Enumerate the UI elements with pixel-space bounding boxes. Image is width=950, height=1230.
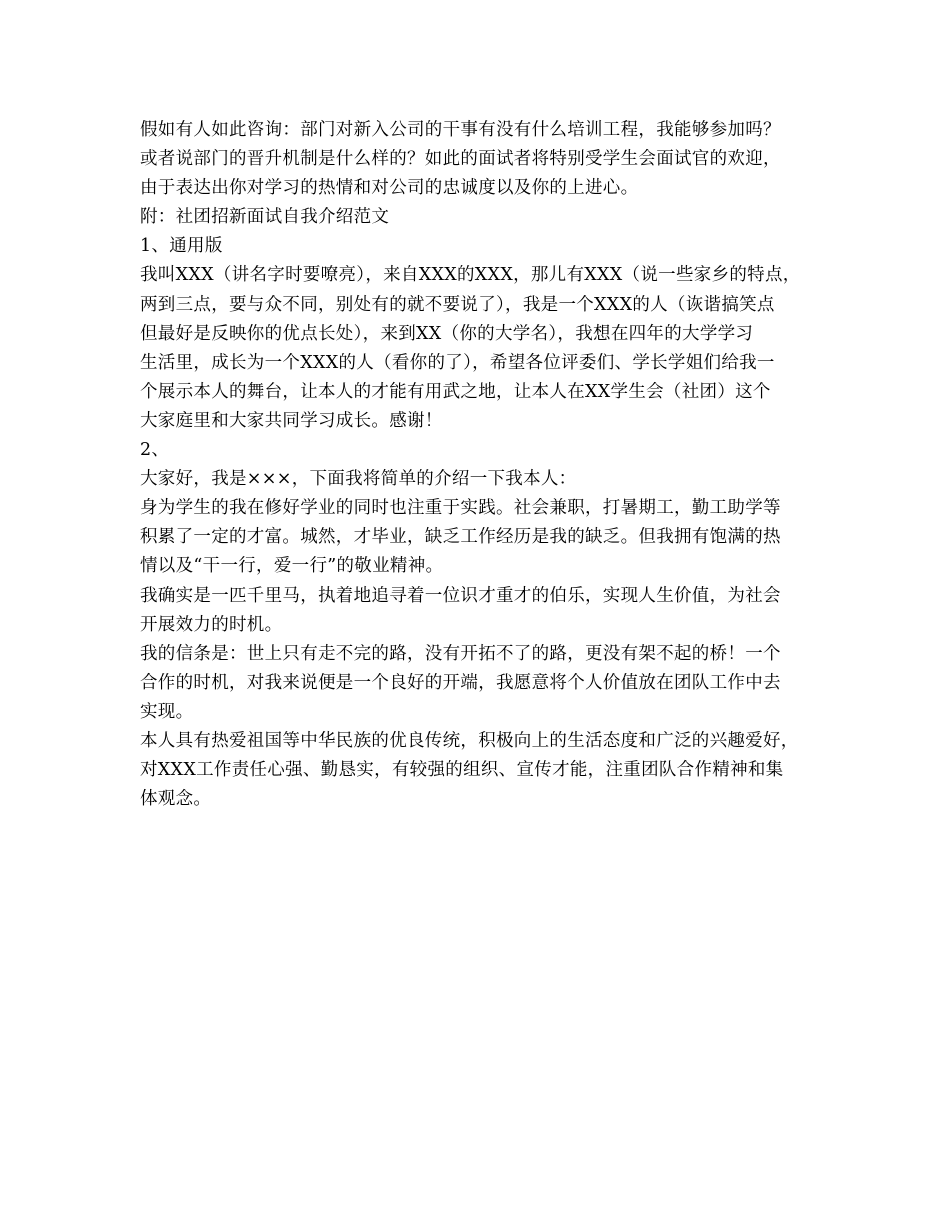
text-line: 但最好是反映你的优点长处），来到XX（你的大学名），我想在四年的大学学习 [140,323,754,344]
document-body [140,116,830,814]
text-line: 我叫XXX（讲名字时要嘹亮），来自XXX的XXX，那儿有XXX（说一些家乡的特点， [140,265,801,286]
text-line: 大家好，我是×××，下面我将简单的介绍一下我本人： [140,469,577,490]
text-line: 对XXX工作责任心强、勤恳实，有较强的组织、宣传才能，注重团队合作精神和集 [140,760,784,781]
text-line: 身为学生的我在修好学业的同时也注重于实践。社会兼职，打暑期工，勤工助学等 [140,498,781,519]
text-line: 大家庭里和大家共同学习成长。感谢！ [140,410,443,431]
text-line: 实现。 [140,701,194,722]
text-line: 两到三点，要与众不同，别处有的就不要说了），我是一个XXX的人（诙谐搞笑点 [140,294,775,315]
text-line: 由于表达出你对学习的热情和对公司的忠诚度以及你的上进心。 [140,178,639,199]
text-line: 合作的时机，对我来说便是一个良好的开端，我愿意将个人价值放在团队工作中去 [140,672,781,693]
text-line: 假如有人如此咨询：部门对新入公司的干事有没有什么培训工程，我能够参加吗？ [140,120,781,140]
text-line: 情以及“干一行，爱一行”的敬业精神。 [140,556,444,577]
text-line: 积累了一定的才富。城然，才毕业，缺乏工作经历是我的缺乏。但我拥有饱满的热 [140,527,781,548]
text-line: 或者说部门的晋升机制是什么样的？如此的面试者将特别受学生会面试官的欢迎， [140,149,781,170]
subsection-heading: 2、 [140,440,170,461]
text-line: 本人具有热爱祖国等中华民族的优良传统，积极向上的生活态度和广泛的兴趣爱好， [140,730,799,751]
text-line: 开展效力的时机。 [140,614,283,635]
text-line: 我的信条是：世上只有走不完的路，没有开拓不了的路，更没有架不起的桥！一个 [140,643,781,664]
section-heading: 附：社团招新面试自我介绍范文 [140,207,390,228]
text-line: 生活里，成长为一个XXX的人（看你的了），希望各位评委们、学长学姐们给我一 [140,352,775,373]
text-line: 个展示本人的舞台，让本人的才能有用武之地，让本人在XX学生会（社团）这个 [140,381,771,402]
text-line: 我确实是一匹千里马，执着地追寻着一位识才重才的伯乐，实现人生价值，为社会 [140,585,781,606]
text-line: 体观念。 [140,789,212,810]
subsection-heading: 1、通用版 [140,236,223,257]
